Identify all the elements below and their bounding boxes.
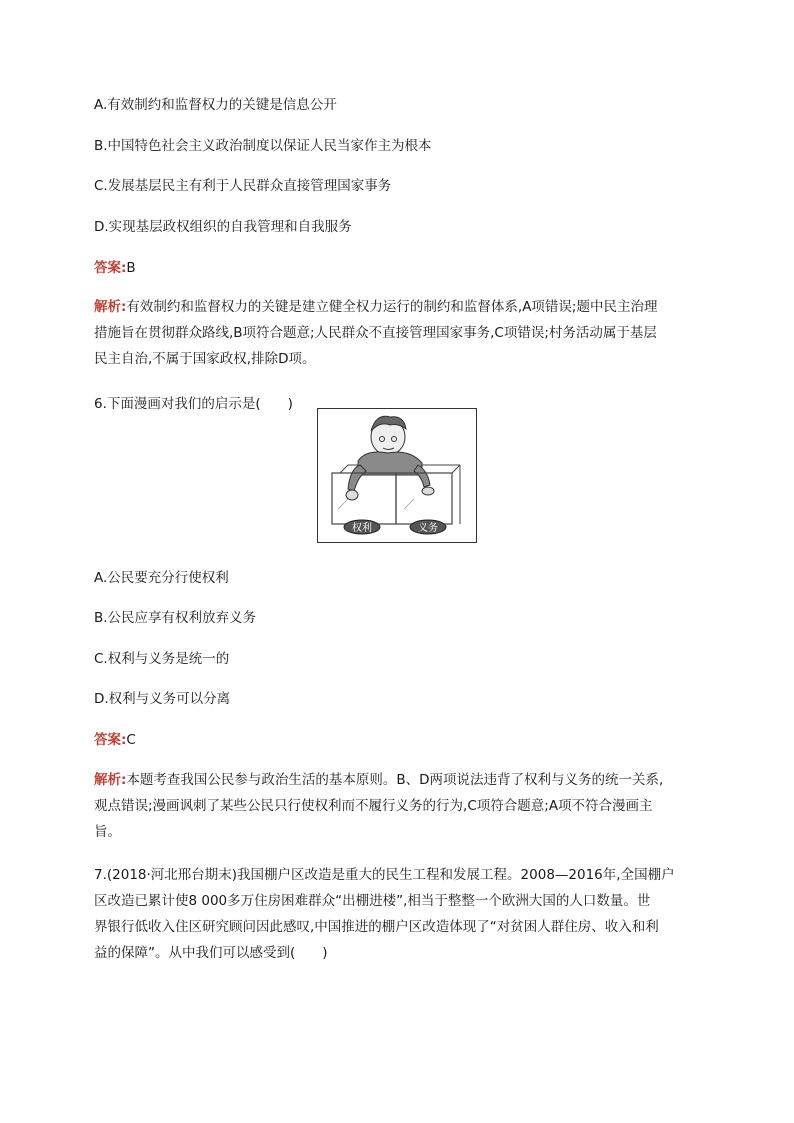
q6-option-c: C.权利与义务是统一的 [94,651,230,667]
analysis-line: 措施旨在贯彻群众路线,B项符合题意;人民群众不直接管理国家事务,C项错误;村务活动属于基层 [94,325,657,341]
q5-option-a: A.有效制约和监督权力的关键是信息公开 [94,97,337,113]
q6-option-d: D.权利与义务可以分离 [94,691,231,707]
analysis-line: 有效制约和监督权力的关键是建立健全权力运行的制约和监督体系,A项错误;题中民主治理 [126,299,658,315]
q5-option-b: B.中国特色社会主义政治制度以保证人民当家作主为根本 [94,138,432,154]
cartoon-label-duties: 义务 [418,523,438,534]
q5-option-d: D.实现基层政权组织的自我管理和自我服务 [94,219,352,235]
analysis-line: 观点错误;漫画讽刺了某些公民只行使权利而不履行义务的行为,C项符合题意;A项不符合漫画主 [94,798,653,814]
analysis-line: 旨。 [94,824,121,840]
q6-option-a: A.公民要充分行使权利 [94,570,229,586]
cartoon-image [317,408,477,543]
q6-stem: 6.下面漫画对我们的启示是( ) [94,396,293,412]
q5-answer [94,259,136,277]
q5-analysis [94,294,704,372]
q7-line: 界银行低收入住区研究顾问因此感叹,中国推进的棚户区改造体现了“对贫困人群住房、收入和利 [94,919,659,935]
q5-option-c: C.发展基层民主有利于人民群众直接管理国家事务 [94,178,392,194]
answer-value: B [126,260,136,276]
answer-label: 答案: [94,260,127,276]
analysis-label: 解析: [94,772,127,788]
q7-line: 7.(2018·河北邢台期末)我国棚户区改造是重大的民生工程和发展工程。2008—2016年,全国棚户 [94,867,675,883]
q7-line: 区改造已累计使8 000多万住房困难群众“出棚进楼”,相当于整整一个欧洲大国的人口数量。世 [94,893,651,909]
q6-option-b: B.公民应享有权利放弃义务 [94,610,257,626]
analysis-line: 本题考查我国公民参与政治生活的基本原则。B、D两项说法违背了权利与义务的统一关系, [126,772,664,788]
q6-analysis [94,767,704,845]
analysis-line: 民主自治,不属于国家政权,排除D项。 [94,351,316,367]
answer-label: 答案: [94,732,127,748]
q7-stem [94,862,704,966]
q7-line: 益的保障”。从中我们可以感受到( ) [94,945,328,961]
cartoon-drawing [318,409,475,541]
cartoon-label-rights: 权利 [352,523,372,534]
analysis-label: 解析: [94,299,127,315]
answer-value: C [126,732,136,748]
q6-answer [94,731,136,749]
